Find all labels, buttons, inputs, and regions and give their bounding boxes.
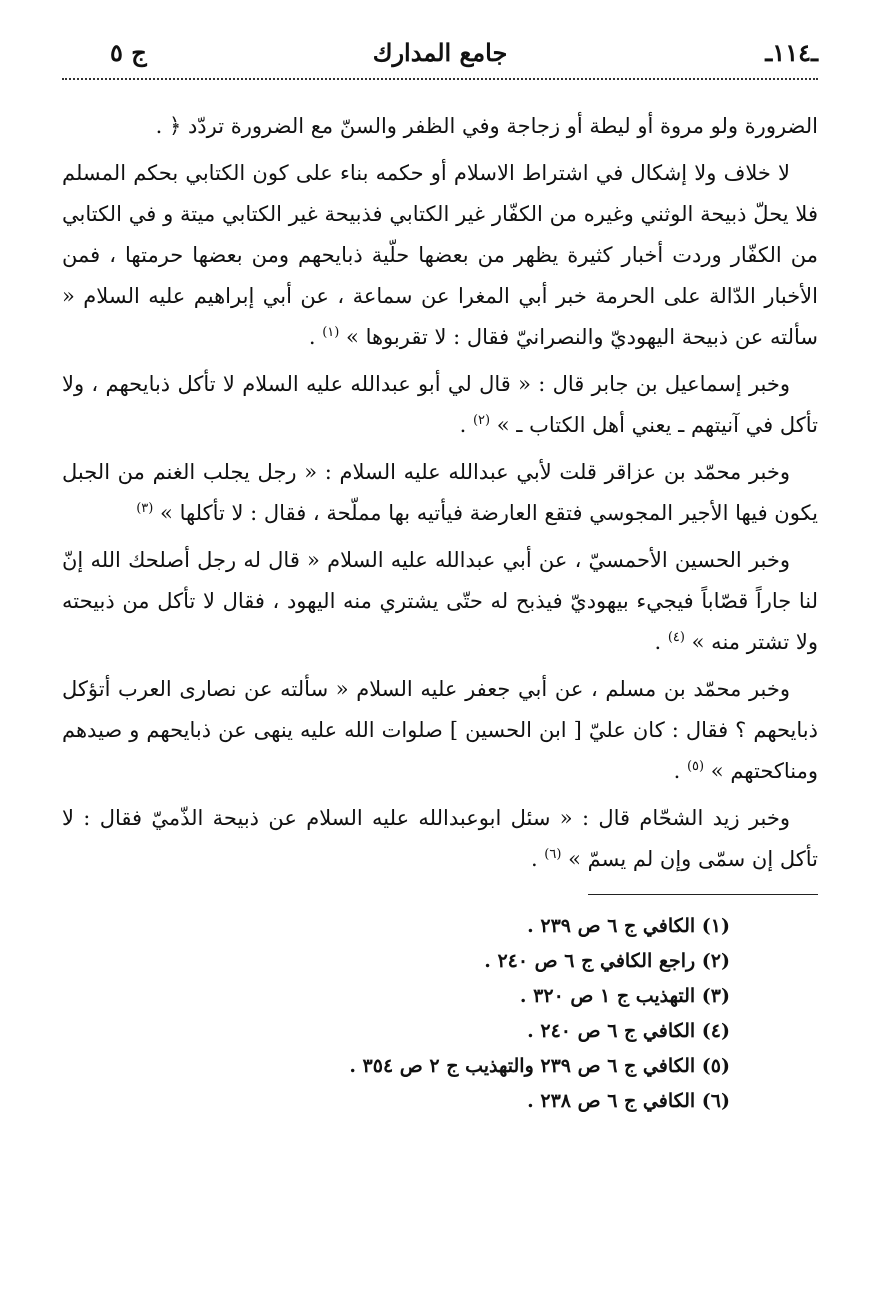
footnote-ref: (٥) [686, 759, 705, 774]
footnote-ref: (٢) [472, 413, 491, 428]
footnote-item: (١) الكافي ج ٦ ص ٢٣٩ . [527, 915, 730, 937]
footnote-divider [588, 894, 818, 895]
paragraph-text: لا خلاف ولا إشكال في اشتراط الاسلام أو حكمه بناء على كون الكتابي بحكم المسلم فلا يحلّ ذبيحة الوثني وغيره من الكفّار غير الكتابي فذبيحة غير الكتابي ميتة و في الكتابي من الكفّار وردت أخبار كثيرة يظهر من بعضها حلّية ذبايحهم ومن بعضها حرمتها ، فمن الأخبار الدّالة على الحرمة خبر أبي المغرا عن سماعة ، عن أبي إبراهيم عليه السلام « سألته عن ذبيحة اليهوديّ والنصرانيّ فقال : لا تقربوها » [62, 161, 818, 349]
paragraph [62, 153, 818, 358]
volume-label: ج ٥ [110, 38, 147, 67]
paragraph [62, 364, 818, 446]
paragraph-end: . [459, 413, 473, 437]
paragraph-end: . [654, 630, 668, 654]
running-title: جامع المدارك [372, 38, 508, 67]
paragraph [62, 540, 818, 663]
document-page [62, 36, 818, 1119]
paragraph-end: . [673, 759, 687, 783]
paragraph [62, 798, 818, 880]
footnote-ref: (٤) [667, 630, 685, 645]
paragraph [62, 452, 818, 534]
paragraph-end: . [530, 847, 545, 871]
page-header [62, 36, 818, 74]
footnote-item: (٣) التهذيب ج ١ ص ٣٢٠ . [519, 985, 730, 1007]
footnotes [62, 909, 818, 1119]
paragraph-text: وخبر الحسين الأحمسيّ ، عن أبي عبدالله عليه السلام « قال له رجل أصلحك الله إنّ لنا جاراً قصّاباً فيجيء بيهوديّ فيذبح له حتّى يشتري منه اليهود ، فقال لا تأكل من ذبيحته ولا تشتر منه » [62, 548, 818, 654]
paragraph-text: وخبر محمّد بن عزاقر قلت لأبي عبدالله عليه السلام : « رجل يجلب الغنم من الجبل يكون فيها الأجير المجوسي فتقع العارضة فيأتيه بها مملّحة ، فقال : لا تأكلها » [62, 460, 818, 525]
main-text [62, 106, 818, 880]
footnote-ref: (٦) [544, 847, 562, 862]
footnote-item: (٦) الكافي ج ٦ ص ٢٣٨ . [527, 1090, 730, 1112]
paragraph-end: . [308, 325, 323, 349]
footnote-ref: (٣) [136, 501, 154, 516]
paragraph-text: وخبر زيد الشحّام قال : « سئل ابوعبدالله عليه السلام عن ذبيحة الذّميّ فقال : لا تأكل إن سمّى وإن لم يسمّ » [62, 806, 818, 871]
footnote-item: (٤) الكافي ج ٦ ص ٢٤٠ . [527, 1020, 730, 1042]
footnote-item: (٢) راجع الكافي ج ٦ ص ٢٤٠ . [484, 950, 730, 972]
header-divider [62, 78, 818, 80]
footnote-ref: (١) [322, 325, 340, 340]
paragraph [62, 669, 818, 792]
paragraph-text: الضرورة ولو مروة أو ليطة أو زجاجة وفي الظفر والسنّ مع الضرورة تردّد ﴿ . [155, 114, 818, 138]
footnote-item: (٥) الكافي ج ٦ ص ٢٣٩ والتهذيب ج ٢ ص ٣٥٤ . [349, 1055, 730, 1077]
paragraph-text: وخبر إسماعيل بن جابر قال : « قال لي أبو عبدالله عليه السلام لا تأكل ذبايحهم ، ولا تأكل في آنيتهم ـ يعني أهل الكتاب ـ » [62, 372, 818, 437]
paragraph-text: وخبر محمّد بن مسلم ، عن أبي جعفر عليه السلام « سألته عن نصارى العرب أتؤكل ذبايحهم ؟ فقال : كان عليّ [ ابن الحسين ] صلوات الله عليه ينهى عن ذبايحهم و صيدهم ومناكحتهم » [62, 677, 818, 783]
paragraph [62, 106, 818, 147]
page-number: ـ١١٤ـ [765, 38, 818, 67]
